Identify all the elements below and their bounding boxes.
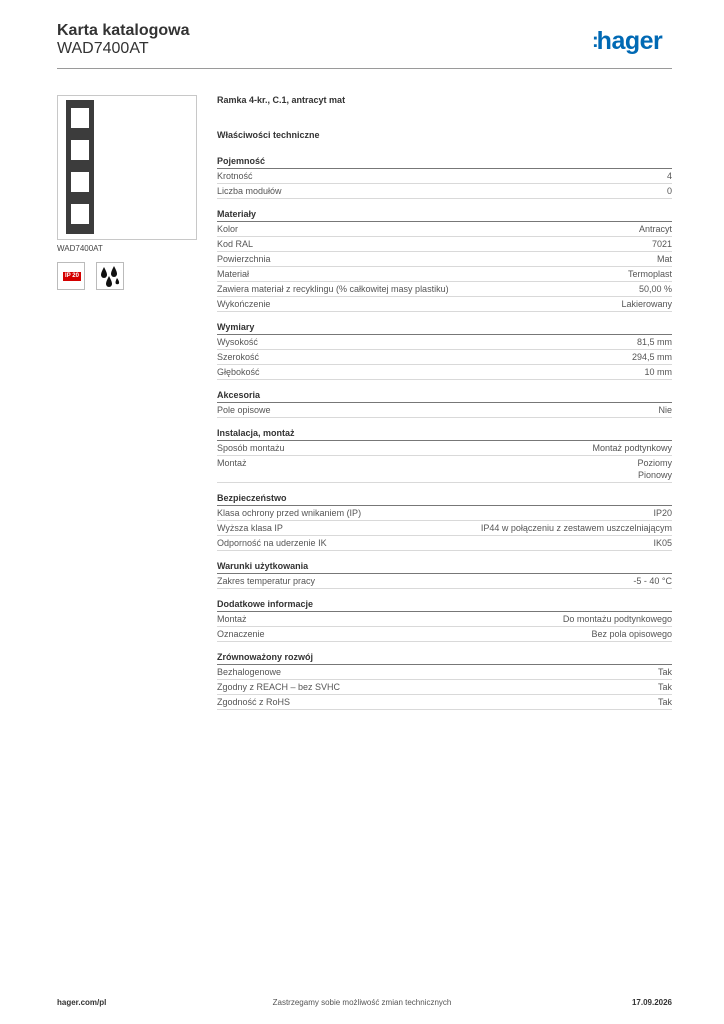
spec-value: Tak bbox=[657, 697, 672, 707]
spec-value: 0 bbox=[666, 186, 672, 196]
technical-properties-title: Właściwości techniczne bbox=[217, 130, 320, 140]
spec-row bbox=[217, 267, 672, 282]
section-heading: Wymiary bbox=[217, 321, 672, 335]
spec-row bbox=[217, 222, 672, 237]
spec-value: Bez pola opisowego bbox=[591, 629, 672, 639]
spec-value: Lakierowany bbox=[621, 299, 672, 309]
section-heading: Pojemność bbox=[217, 155, 672, 169]
spec-label: Głębokość bbox=[217, 367, 260, 377]
spec-label: Montaż bbox=[217, 458, 247, 468]
spec-value: Tak bbox=[657, 667, 672, 677]
spec-value: 4 bbox=[666, 171, 672, 181]
spec-row bbox=[217, 521, 672, 536]
spec-label: Zgodność z RoHS bbox=[217, 697, 291, 707]
spec-value: Mat bbox=[656, 254, 672, 264]
spec-value: 294,5 mm bbox=[631, 352, 672, 362]
ip-rating-text: IP 20 bbox=[63, 272, 81, 281]
footer-note: Zastrzegamy sobie możliwość zmian technicznych bbox=[272, 998, 452, 1007]
spec-row bbox=[217, 441, 672, 456]
hager-logo[interactable]: :hager bbox=[592, 27, 663, 55]
spec-value: Nie bbox=[658, 405, 672, 415]
document-title: Karta katalogowa bbox=[57, 22, 190, 39]
spec-label: Powierzchnia bbox=[217, 254, 271, 264]
footer-date: 17.09.2026 bbox=[631, 998, 672, 1007]
spec-row bbox=[217, 695, 672, 710]
spec-value: 7021 bbox=[651, 239, 672, 249]
spec-value: Montaż podtynkowy bbox=[592, 443, 672, 453]
spec-value: IP20 bbox=[653, 508, 672, 518]
spec-value: Tak bbox=[657, 682, 672, 692]
section-heading: Zrównoważony rozwój bbox=[217, 651, 672, 665]
spec-section bbox=[217, 492, 672, 551]
spec-row bbox=[217, 536, 672, 551]
spec-value: -5 - 40 °C bbox=[633, 576, 672, 586]
spec-section bbox=[217, 598, 672, 642]
spec-label: Montaż bbox=[217, 614, 247, 624]
spec-value: 10 mm bbox=[644, 367, 672, 377]
section-heading: Dodatkowe informacje bbox=[217, 598, 672, 612]
spec-row bbox=[217, 252, 672, 267]
spec-label: Materiał bbox=[217, 269, 250, 279]
section-heading: Bezpieczeństwo bbox=[217, 492, 672, 506]
spec-section bbox=[217, 560, 672, 589]
spec-row bbox=[217, 237, 672, 252]
spec-section bbox=[217, 208, 672, 312]
spec-row bbox=[217, 365, 672, 380]
spec-row bbox=[217, 184, 672, 199]
header-divider bbox=[57, 68, 672, 69]
spec-value: 50,00 % bbox=[638, 284, 672, 294]
ip-rating-icon bbox=[57, 262, 85, 290]
spec-value: Poziomy Pionowy bbox=[637, 458, 672, 480]
spec-label: Bezhalogenowe bbox=[217, 667, 282, 677]
product-title: Ramka 4-kr., C.1, antracyt mat bbox=[217, 95, 346, 105]
water-drops-icon bbox=[96, 262, 124, 290]
spec-label: Oznaczenie bbox=[217, 629, 265, 639]
spec-row bbox=[217, 506, 672, 521]
frame-illustration bbox=[66, 100, 94, 234]
spec-label: Klasa ochrony przed wnikaniem (IP) bbox=[217, 508, 362, 518]
spec-row bbox=[217, 335, 672, 350]
spec-row bbox=[217, 403, 672, 418]
section-heading: Warunki użytkowania bbox=[217, 560, 672, 574]
spec-row bbox=[217, 680, 672, 695]
spec-label: Sposób montażu bbox=[217, 443, 285, 453]
spec-section bbox=[217, 427, 672, 483]
spec-label: Zakres temperatur pracy bbox=[217, 576, 316, 586]
spec-label: Wysokość bbox=[217, 337, 258, 347]
spec-label: Szerokość bbox=[217, 352, 260, 362]
spec-row bbox=[217, 612, 672, 627]
spec-label: Wykończenie bbox=[217, 299, 271, 309]
spec-value: IP44 w połączeniu z zestawem uszczelniającym bbox=[480, 523, 672, 533]
spec-label: Kod RAL bbox=[217, 239, 254, 249]
spec-label: Pole opisowe bbox=[217, 405, 271, 415]
spec-section bbox=[217, 321, 672, 380]
spec-row bbox=[217, 350, 672, 365]
section-heading: Akcesoria bbox=[217, 389, 672, 403]
spec-label: Odporność na uderzenie IK bbox=[217, 538, 327, 548]
product-code: WAD7400AT bbox=[57, 40, 149, 57]
spec-value: Antracyt bbox=[638, 224, 672, 234]
spec-row bbox=[217, 574, 672, 589]
spec-section bbox=[217, 651, 672, 710]
spec-label: Zgodny z REACH – bez SVHC bbox=[217, 682, 341, 692]
section-heading: Instalacja, montaż bbox=[217, 427, 672, 441]
spec-table bbox=[217, 155, 672, 719]
spec-value: Do montażu podtynkowego bbox=[562, 614, 672, 624]
spec-row bbox=[217, 282, 672, 297]
spec-row bbox=[217, 627, 672, 642]
product-image bbox=[57, 95, 197, 240]
spec-section bbox=[217, 155, 672, 199]
spec-label: Wyższa klasa IP bbox=[217, 523, 283, 533]
spec-label: Krotność bbox=[217, 171, 253, 181]
footer-website[interactable]: hager.com/pl bbox=[57, 998, 107, 1007]
spec-row bbox=[217, 665, 672, 680]
spec-value: IK05 bbox=[653, 538, 672, 548]
spec-value: 81,5 mm bbox=[636, 337, 672, 347]
spec-label: Zawiera materiał z recyklingu (% całkowitej masy plastiku) bbox=[217, 284, 449, 294]
spec-label: Liczba modułów bbox=[217, 186, 282, 196]
spec-value: Termoplast bbox=[627, 269, 672, 279]
spec-row bbox=[217, 456, 672, 483]
spec-row bbox=[217, 169, 672, 184]
spec-label: Kolor bbox=[217, 224, 239, 234]
spec-row bbox=[217, 297, 672, 312]
image-caption: WAD7400AT bbox=[57, 244, 103, 253]
spec-section bbox=[217, 389, 672, 418]
section-heading: Materiały bbox=[217, 208, 672, 222]
